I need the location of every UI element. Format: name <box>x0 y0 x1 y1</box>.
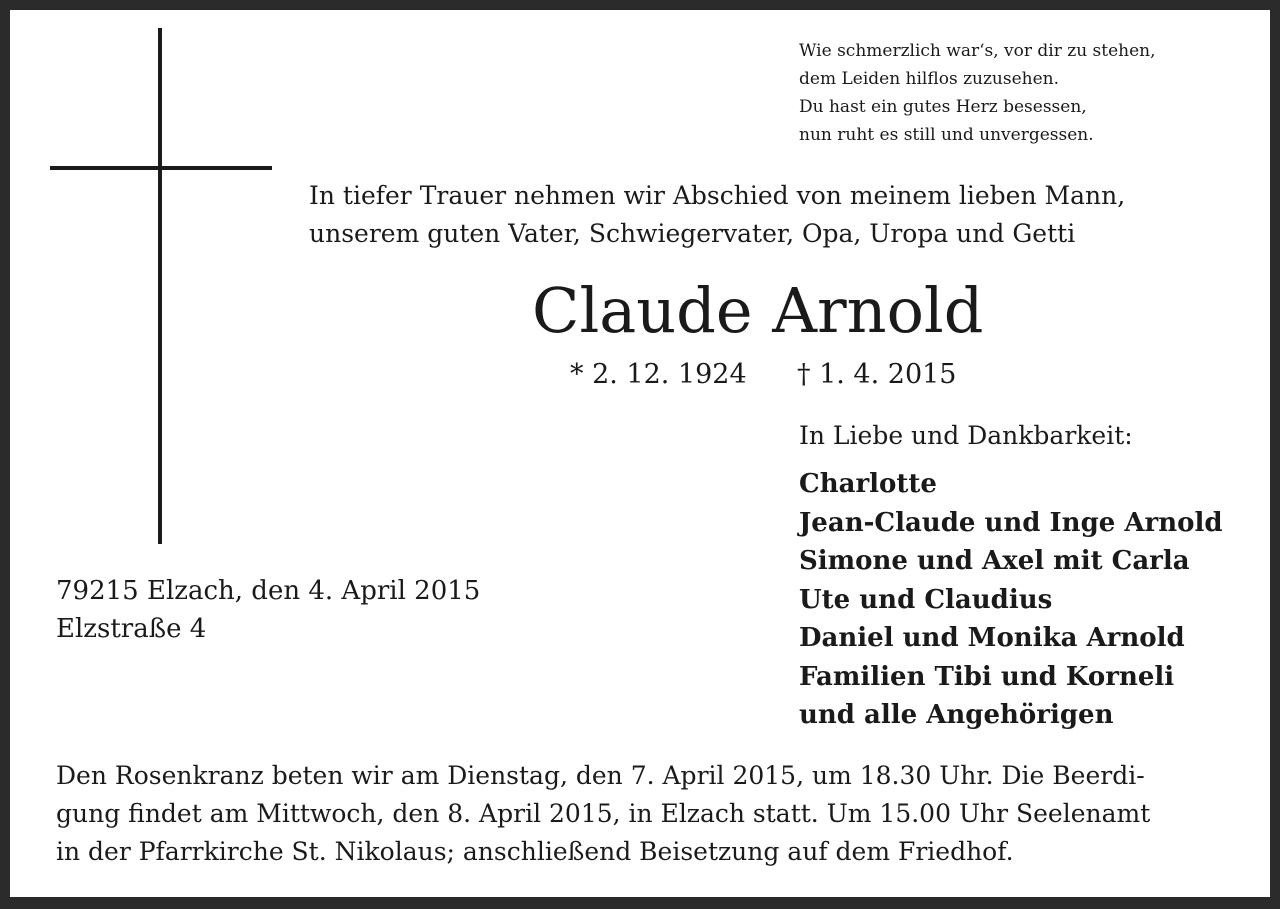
death-date: † 1. 4. 2015 <box>797 359 957 390</box>
intro-line: In tiefer Trauer nehmen wir Abschied von meinem lieben Mann, <box>309 181 1126 210</box>
place-date: 79215 Elzach, den 4. April 2015 <box>56 576 481 606</box>
service-details <box>56 757 1228 871</box>
mourner-entry: Daniel und Monika Arnold <box>799 623 1185 653</box>
cross-icon-crossbar <box>50 166 272 170</box>
obituary-notice <box>10 10 1270 897</box>
intro-line: unserem guten Vater, Schwiegervater, Opa, Uropa und Getti <box>309 219 1076 248</box>
poem-line: dem Leiden hilflos zuzusehen. <box>799 69 1060 89</box>
intro-text <box>309 177 1125 253</box>
memorial-poem <box>799 37 1156 149</box>
mourner-entry: und alle Angehörigen <box>799 700 1114 730</box>
deceased-name: Claude Arnold <box>532 274 984 347</box>
mourner-entry: Simone und Axel mit Carla <box>799 546 1190 576</box>
mourner-entry: Jean-Claude und Inge Arnold <box>799 507 1223 538</box>
service-line: gung findet am Mittwoch, den 8. April 2015, in Elzach statt. Um 15.00 Uhr Seelenamt <box>56 799 1151 828</box>
cross-icon <box>158 28 162 544</box>
poem-line: Wie schmerzlich war‘s, vor dir zu stehen, <box>799 41 1156 61</box>
gratitude-heading: In Liebe und Dankbarkeit: <box>799 421 1133 450</box>
place-and-address <box>56 572 480 648</box>
service-line: Den Rosenkranz beten wir am Dienstag, den 7. April 2015, um 18.30 Uhr. Die Beerdi- <box>56 761 1145 790</box>
mourner-entry: Charlotte <box>799 469 937 499</box>
birth-date: * 2. 12. 1924 <box>570 359 747 390</box>
mourner-entry: Familien Tibi und Korneli <box>799 661 1175 692</box>
poem-line: Du hast ein gutes Herz besessen, <box>799 97 1087 117</box>
street-address: Elzstraße 4 <box>56 614 207 644</box>
poem-line: nun ruht es still und unvergessen. <box>799 125 1094 145</box>
mourners-list <box>799 465 1223 735</box>
mourner-entry: Ute und Claudius <box>799 584 1053 615</box>
service-line: in der Pfarrkirche St. Nikolaus; anschließend Beisetzung auf dem Friedhof. <box>56 837 1014 866</box>
